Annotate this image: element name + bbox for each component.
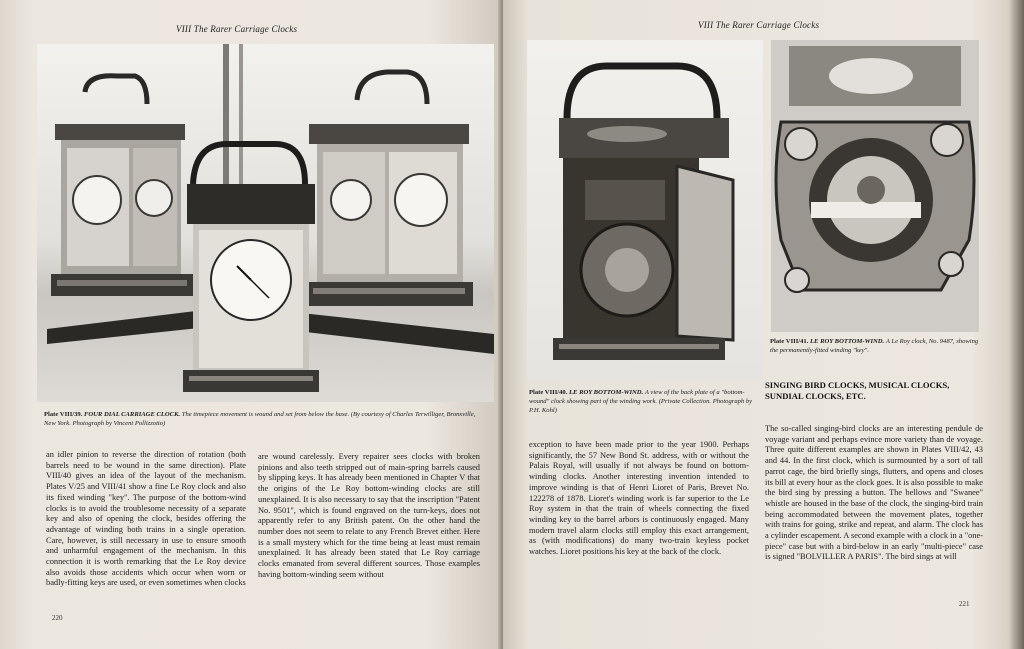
left-column-1-text: an idler pinion to reverse the direction of rotation (both barrels need to be wound in the same direction). Plate VIII/40 gives an idea of the layout of the mechanism. Plates V/25 and VIII/41 show a fine Le Roy clock and also its fixed winding "key". The purpose of the bottom-wind clocks is to avoid the troublesome necessity of a separate key and also of opening the clock, besides offering the advantage of winding both trains in a single operation. Care, however, is still necessary in use to ensure smooth and unharmful engagement of the mechanism. In this connection it is worth remarking that the Le Roy device also avoids those accidents which occur when worn or badly-fitting keys are used, or even sometimes when clocks xyxy=(46,450,246,588)
plate-40-number: Plate VIII/40. xyxy=(529,389,568,396)
right-column-1 xyxy=(529,440,749,558)
right-column-2 xyxy=(765,424,983,563)
left-page xyxy=(0,0,503,649)
page-number-left: 220 xyxy=(52,614,63,622)
plate-41-caption xyxy=(770,337,980,355)
plate-41-text: A Le Roy clock, No. 9487, showing the permanently-fitted winding "key". xyxy=(770,338,979,354)
plate-40-caption xyxy=(529,388,755,415)
le-roy-bottom-wind-key-image xyxy=(771,40,979,332)
running-head-left: VIII The Rarer Carriage Clocks xyxy=(176,24,298,34)
right-column-1-text: exception to have been made prior to the year 1900. Perhaps significantly, the 57 New Bond St. address, with or without the Palais Royal, will usually if not always be found on bottom-winding clocks. Another interesting invention intended to improve winding is that of Henri Lioret of Paris, Brevet No. 122278 of 1878. Lioret's winding work is far superior to the Le Roy system in that the train of wheels connecting the fixed winding key to the barrel arbors is continuously engaged. Many modern travel alarm clocks still employ this exact arrangement, as (with modifications) do many two-train keyless pocket watches. Lioret positions his key at the back of the clock. xyxy=(529,440,749,557)
section-heading: SINGING BIRD CLOCKS, MUSICAL CLOCKS, SUNDIAL CLOCKS, ETC. xyxy=(765,380,950,401)
running-head-right: VIII The Rarer Carriage Clocks xyxy=(698,20,820,30)
plate-39-text: The timepiece movement is wound and set from below the base. (By courtesy of Charles Terwilliger, Bronxville, New York. Photograph by Vincent Pollizzotto) xyxy=(44,411,476,427)
plate-41-number: Plate VIII/41. xyxy=(770,338,809,345)
plate-41-title: LE ROY BOTTOM-WIND. xyxy=(810,338,885,345)
plate-39-title: FOUR DIAL CARRIAGE CLOCK. xyxy=(84,411,181,418)
left-column-2 xyxy=(258,452,480,580)
plate-39-number: Plate VIII/39. xyxy=(44,411,83,418)
left-column-1 xyxy=(46,450,246,589)
right-page xyxy=(503,0,1024,649)
right-column-2-text: The so-called singing-bird clocks are an interesting pendule de voyage variant and perhaps evince more variety than de voyage. Three quite different examples are shown in Plates VIII/42, 43 and 44. In the first clock, which is surmounted by a sort of tall parrot cage, the bird briefly sings, flutters, and opens and closes its bill at every hour as the clock goes. It is also possible to make the bird sing by pressing a button. The bellows and "Swanee" whistle are housed in the base of the clock, the singing-bird train being accommodated between the movement plates, together with trains for going, strike and repeat, and alarm. The clock has a cylinder escapement. A second example with a clock in a "one-piece" case but with a bird-below in an early "multi-piece" case is signed "BOLVILLER A PARIS". The bird sings at will xyxy=(765,424,983,562)
left-column-2-text: are wound carelessly. Every repairer sees clocks with broken pinions and also teeth stripped out of main-spring barrels caused by slipping keys. It has already been mentioned in Chapter V that the origins of the Le Roy bottom-winding clocks are still unexplained. It is also necessary to say that the inscription "Patent No. 9501", which is found engraved on the turn-keys, does not apparently refer to any British patent. On the other hand the number does not seem to relate to any French Brevet either. Here is a small mystery which for the time being at least must remain unexplained. It has already been stated that Le Roy carriage clocks emanated from several different sources. Those examples having bottom-winding seem without xyxy=(258,452,480,579)
plate-40-title: LE ROY BOTTOM-WIND. xyxy=(569,389,644,396)
plate-39-photo xyxy=(37,44,494,402)
plate-40-photo xyxy=(527,40,763,380)
page-number-right: 221 xyxy=(959,600,970,608)
four-dial-carriage-clocks-image xyxy=(37,44,494,402)
plate-40-text: A view of the back plate of a "bottom-wound" clock showing part of the winding work. (Private Collection. Photograph by P.H. Kohl) xyxy=(529,389,753,414)
plate-41-photo xyxy=(771,40,979,332)
plate-39-caption xyxy=(44,410,484,428)
bottom-wind-back-plate-image xyxy=(527,40,763,380)
